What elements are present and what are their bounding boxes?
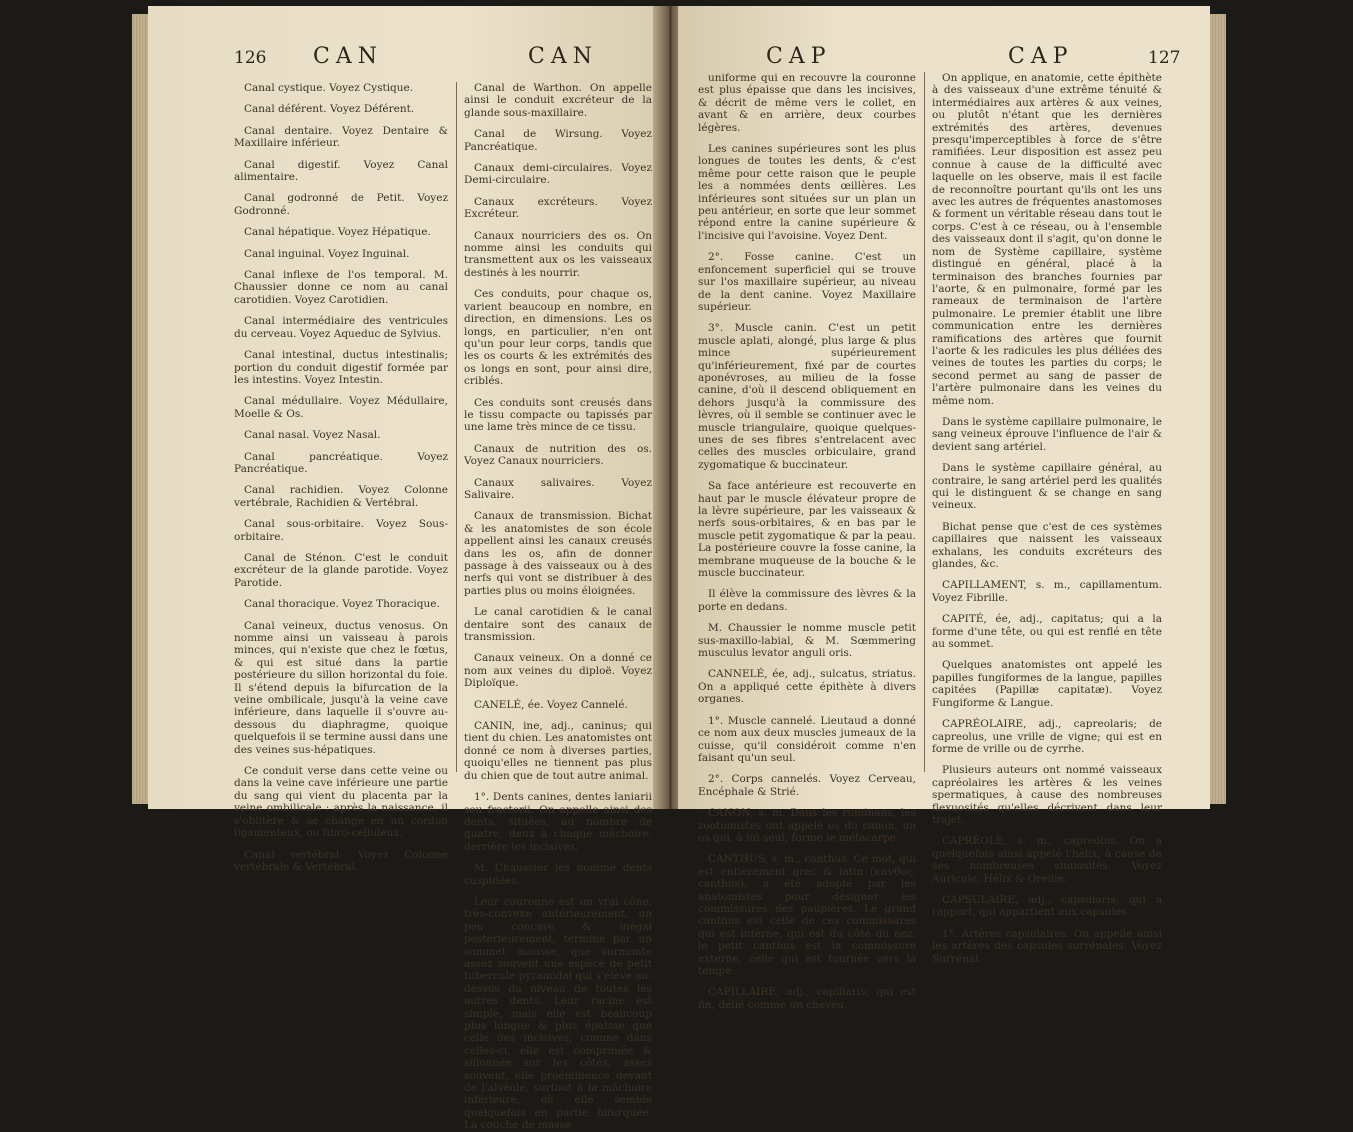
right-column-1	[698, 72, 916, 1011]
entry-paragraph: 2°. Corps cannelés. Voyez Cerveau, Encéphale & Strié.	[698, 773, 916, 798]
entry-paragraph: Canal vertébral. Voyez Colonne vertébrale & Vertébral.	[234, 848, 448, 873]
entry-paragraph: Canal veineux, ductus venosus. On nomme ainsi un vaisseau à parois minces, qui n'existe que chez le fœtus, & qui est situé dans la partie postérieure du sillon horizontal du foie. Il s'étend depuis la bifurcation de la veine ombilicale, jusqu'à la veine cave inférieure, dans laquelle il s'ouvre au-dessous du diaphragme, quoique quelquefois il se termine aussi dans une des veines sus-hépatiques.	[234, 619, 448, 756]
entry-paragraph: Bichat pense que c'est de ces systèmes capillaires que naissent les vaisseaux exhalans, les conduits excréteurs des glandes, &c.	[932, 520, 1162, 571]
entry-paragraph: On applique, en anatomie, cette épithète à des vaisseaux d'une extrême ténuité & intermédiaires aux artères & aux veines, ou plutôt n'étant que les dernières extrémités des artères, devenues presqu'imperceptibles à force de s'être ramifiées. Leur disposition est assez peu connue à cause de la difficulté avec laquelle on les observe, mais il est facile de reconnoître pourtant qu'ils ont les uns avec les autres de fréquentes anastomoses & forment un véritable réseau dans tout le corps. C'est à ce réseau, ou à l'ensemble des vaisseaux dont il s'agit, qu'on donne le nom de Système capillaire, système distingué en général, placé à la terminaison des branches fournies par l'aorte, & en pulmonaire, formé par les rameaux de terminaison de l'artère pulmonaire. Le premier établit une libre communication entre les dernières ramifications des artères que fournit l'aorte & les radicules les plus déliées des veines de toutes les parties du corps; le second permet au sang de passer de l'artère pulmonaire dans les veines du même nom.	[932, 72, 1162, 407]
left-running-head-2: CAN	[528, 44, 598, 69]
left-running-head-1: CAN	[313, 44, 383, 69]
entry-paragraph: Ces conduits sont creusés dans le tissu compacte ou tapissés par une lame très mince de ce tissu.	[464, 396, 652, 434]
entry-paragraph: Canal pancréatique. Voyez Pancréatique.	[234, 450, 448, 475]
left-page-edges	[132, 14, 148, 804]
entry-paragraph: Canal inguinal. Voyez Inguinal.	[244, 247, 410, 260]
entry-paragraph: Canal déférent. Voyez Déférent.	[244, 103, 415, 116]
entry-paragraph: Canal hépatique. Voyez Hépatique.	[244, 226, 431, 239]
entry-paragraph: CAPILLAIRE, adj., capillaris; qui est fin, délié comme un cheveu.	[698, 986, 916, 1011]
entry-paragraph: Canal cystique. Voyez Cystique.	[244, 82, 414, 94]
entry-paragraph: Canaux veineux. On a donné ce nom aux veines du diploë. Voyez Diploïque.	[464, 652, 652, 690]
entry-paragraph: 1°. Muscle cannelé. Lieutaud a donné ce nom aux deux muscles jumeaux de la cuisse, qu'il considéroit comme n'en faisant qu'un seul.	[698, 714, 916, 764]
entry-paragraph: Canaux salivaires. Voyez Salivaire.	[464, 476, 652, 501]
entry-paragraph: Leur couronne est un vrai cône, très-convexe antérieurement, un peu concave & inégal postérieurement, terminé par un sommet mousse, que surmonte assez souvent une espèce de petit tubercule pyramidal qui s'élève au-dessus du niveau de toutes les autres dents. Leur racine est simple, mais elle est beaucoup plus longue & plus épaisse que celle des incisives; comme dans celles-ci, elle est comprimée & sillonnée sur les côtés; assez souvent, elle proéminence devant de l'alvéole, surtout à la mâchoire inférieure, où elle semble quelquefois en partie bifurquée. La couche de masse	[464, 895, 652, 1132]
entry-paragraph: Canal godronné de Petit. Voyez Godronné.	[234, 192, 448, 217]
entry-paragraph: uniforme qui en recouvre la couronne est plus épaisse que dans les incisives, & décrit de même vers le collet, en avant & en arrière, deux courbes légères.	[698, 72, 916, 134]
right-page	[678, 6, 1210, 1011]
right-running-head-1: CAP	[766, 44, 832, 69]
entry-paragraph: Les canines supérieures sont les plus longues de toutes les dents, & c'est même pour cette raison que le peuple les a nommées dents œillères. Les inférieures sont situées sur un plan un peu antérieur, en sorte que leur sommet répond entre la canine supérieure & l'incisive qui l'avoisine. Voyez Dent.	[698, 143, 916, 242]
entry-paragraph: Canaux demi-circulaires. Voyez Demi-circulaire.	[464, 162, 652, 187]
entry-paragraph: Canal intestinal, ductus intestinalis; portion du conduit digestif formée par les intestins. Voyez Intestin.	[234, 349, 448, 386]
entry-paragraph: Canal nasal. Voyez Nasal.	[244, 429, 381, 442]
entry-paragraph: Canaux de nutrition des os. Voyez Canaux nourriciers.	[464, 442, 652, 468]
entry-paragraph: Canal médullaire. Voyez Médullaire, Moelle & Os.	[234, 395, 448, 420]
left-column-1	[234, 82, 448, 873]
column-rule	[924, 72, 925, 772]
right-column-2	[932, 72, 1162, 965]
entry-paragraph: 1°. Artères capsulaires. On appelle ainsi les artères des capsules surrénales. Voyez Surrénal.	[932, 927, 1162, 965]
entry-paragraph: CAPRÉOLAIRE, adj., capreolaris; de capreolus, une vrille de vigne; qui est en forme de vrille ou de cyrrhe.	[932, 718, 1162, 755]
left-page	[148, 6, 663, 1132]
entry-paragraph: Canal de Warthon. On appelle ainsi le conduit excréteur de la glande sous-maxillaire.	[464, 82, 652, 119]
entry-paragraph: CAPILLAMENT, s. m., capillamentum. Voyez Fibrille.	[932, 579, 1162, 604]
entry-paragraph: Dans le système capillaire général, au contraire, le sang artériel perd les qualités qui le distinguent & se change en sang veineux.	[932, 462, 1162, 512]
entry-paragraph: Canal dentaire. Voyez Dentaire & Maxillaire inférieur.	[234, 124, 448, 150]
entry-paragraph: Il élève la commissure des lèvres & la porte en dedans.	[698, 588, 916, 613]
entry-paragraph: Canal sous-orbitaire. Voyez Sous-orbitaire.	[234, 518, 448, 543]
entry-paragraph: Ces conduits, pour chaque os, varient beaucoup en nombre, en direction, en dimensions. Les os longs, en particulier, n'en ont qu'un pour leur corps, tandis que les os courts & les extrémités des os longs en sont, pour ainsi dire, criblés.	[464, 288, 652, 388]
entry-paragraph: M. Chaussier le nomme muscle petit sus-maxillo-labial, & M. Sœmmering musculus levator anguli oris.	[698, 622, 916, 660]
entry-paragraph: Quelques anatomistes ont appelé les papilles fungiformes de la langue, papilles capitées (Papillæ capitatæ). Voyez Fungiforme & Langue.	[932, 659, 1162, 709]
entry-paragraph: Canal inflexe de l'os temporal. M. Chaussier donne ce nom au canal carotidien. Voyez Carotidien.	[234, 269, 448, 306]
entry-paragraph: Canal de Sténon. C'est le conduit excréteur de la glande parotide. Voyez Parotide.	[234, 551, 448, 589]
entry-paragraph: 1°. Dents canines, dentes laniarii seu fractorii. On appelle ainsi des dents, situées, au nombre de quatre, deux à chaque mâchoire, derrière les incisives.	[464, 791, 652, 853]
entry-paragraph: CAPITÉ, ée, adj., capitatus; qui a la forme d'une tête, ou qui est renflé en tête au sommet.	[932, 613, 1162, 651]
left-column-2	[464, 82, 652, 1132]
entry-paragraph: Plusieurs auteurs ont nommé vaisseaux capréolaires les artères & les veines spermatiques, à cause des nombreuses flexuosités qu'elles décrivent dans leur trajet.	[932, 764, 1162, 826]
right-running-head-2: CAP	[1008, 44, 1074, 69]
entry-paragraph: Le canal carotidien & le canal dentaire sont des canaux de transmission.	[464, 606, 652, 644]
entry-paragraph: Canal de Wirsung. Voyez Pancréatique.	[464, 128, 652, 153]
column-rule	[456, 82, 457, 772]
right-page-edges	[1208, 14, 1226, 804]
entry-paragraph: CAPRÉOLE, s. m., capreolus. On a quelquefois ainsi appelé l'hélix, à cause de ses nombreuses sinuosités. Voyez Auricule, Hélix & Oreille.	[932, 835, 1162, 885]
entry-paragraph: M. Chaussier les nomme dents cuspidées.	[464, 862, 652, 887]
entry-paragraph: Canal intermédiaire des ventricules du cerveau. Voyez Aqueduc de Sylvius.	[234, 315, 448, 340]
entry-paragraph: CANELÉ, ée. Voyez Cannelé.	[474, 698, 628, 711]
entry-paragraph: 3°. Muscle canin. C'est un petit muscle aplati, alongé, plus large & plus mince supérieurement qu'inférieurement, fixé par de courtes aponévroses, au milieu de la fosse canine, d'où il descend obliquement en dehors jusqu'à la commissure des lèvres, où il semble se continuer avec le muscle triangulaire, quoique quelques-unes de ses fibres s'entrelacent avec celles des muscles orbiculaire, grand zygomatique & buccinateur.	[698, 322, 916, 471]
entry-paragraph: Canal rachidien. Voyez Colonne vertébrale, Rachidien & Vertébral.	[234, 484, 448, 509]
entry-paragraph: Canaux excréteurs. Voyez Excréteur.	[464, 195, 652, 221]
entry-paragraph: Sa face antérieure est recouverte en haut par le muscle élévateur propre de la lèvre supérieure, par les vaisseaux & nerfs sous-orbitaires, & en bas par le muscle petit zygomatique & par la peau. La postérieure couvre la fosse canine, la membrane muqueuse de la bouche & le muscle buccinateur.	[698, 480, 916, 580]
entry-paragraph: Canaux de transmission. Bichat & les anatomistes de son école appellent ainsi les canaux creusés dans les os, afin de donner passage à des vaisseaux ou à des nerfs qui vont se distribuer à des parties plus ou moins éloignées.	[464, 510, 652, 597]
entry-paragraph: Dans le système capillaire pulmonaire, le sang veineux éprouve l'influence de l'air & devient sang artériel.	[932, 415, 1162, 453]
open-book	[148, 6, 1210, 1132]
entry-paragraph: CANON, s. m. Dans les ruminans, les zootomistes ont appelé os du canon, un os qui, à lui seul, forme le métacarpe.	[698, 807, 916, 844]
entry-paragraph: Ce conduit verse dans cette veine ou dans la veine cave inférieure une partie du sang qui vient du placenta par la veine ombilicale : après la naissance, il s'oblitère & se change en un cordon ligamenteux, ou fibro-celluleux.	[234, 765, 448, 840]
right-page-number: 127	[1148, 48, 1181, 68]
entry-paragraph: 2°. Fosse canine. C'est un enfoncement superficiel qui se trouve sur l'os maxillaire supérieur, au niveau de la dent canine. Voyez Maxillaire supérieur.	[698, 251, 916, 313]
entry-paragraph: Canal digestif. Voyez Canal alimentaire.	[234, 158, 448, 184]
entry-paragraph: Canaux nourriciers des os. On nomme ainsi les conduits qui transmettent aux os les vaisseaux destinés à les nourrir.	[464, 229, 652, 279]
entry-paragraph: CANNELÉ, ée, adj., sulcatus, striatus. On a appliqué cette épithète à divers organes.	[698, 668, 916, 706]
entry-paragraph: CANIN, ine, adj., caninus; qui tient du chien. Les anatomistes ont donné ce nom à diverses parties, quoiqu'elles ne tiennent pas plus du chien que de tout autre animal.	[464, 720, 652, 782]
left-page-number: 126	[234, 48, 267, 68]
entry-paragraph: CAPSULAIRE, adj., capsularis; qui a rapport, qui appartient aux capsules.	[932, 893, 1162, 919]
entry-paragraph: CANTHUS, s. m., canthus. Ce mot, qui est entièrement grec & latin (κανθος, canthus), a été adopté par les anatomistes pour désigner les commissures des paupières. Le grand canthus est celle de ces commissures qui est interne, qui est du côté du nez; le petit canthus est la commissure externe, celle qui est tournée vers la tempe.	[698, 853, 916, 977]
entry-paragraph: Canal thoracique. Voyez Thoracique.	[244, 598, 440, 611]
